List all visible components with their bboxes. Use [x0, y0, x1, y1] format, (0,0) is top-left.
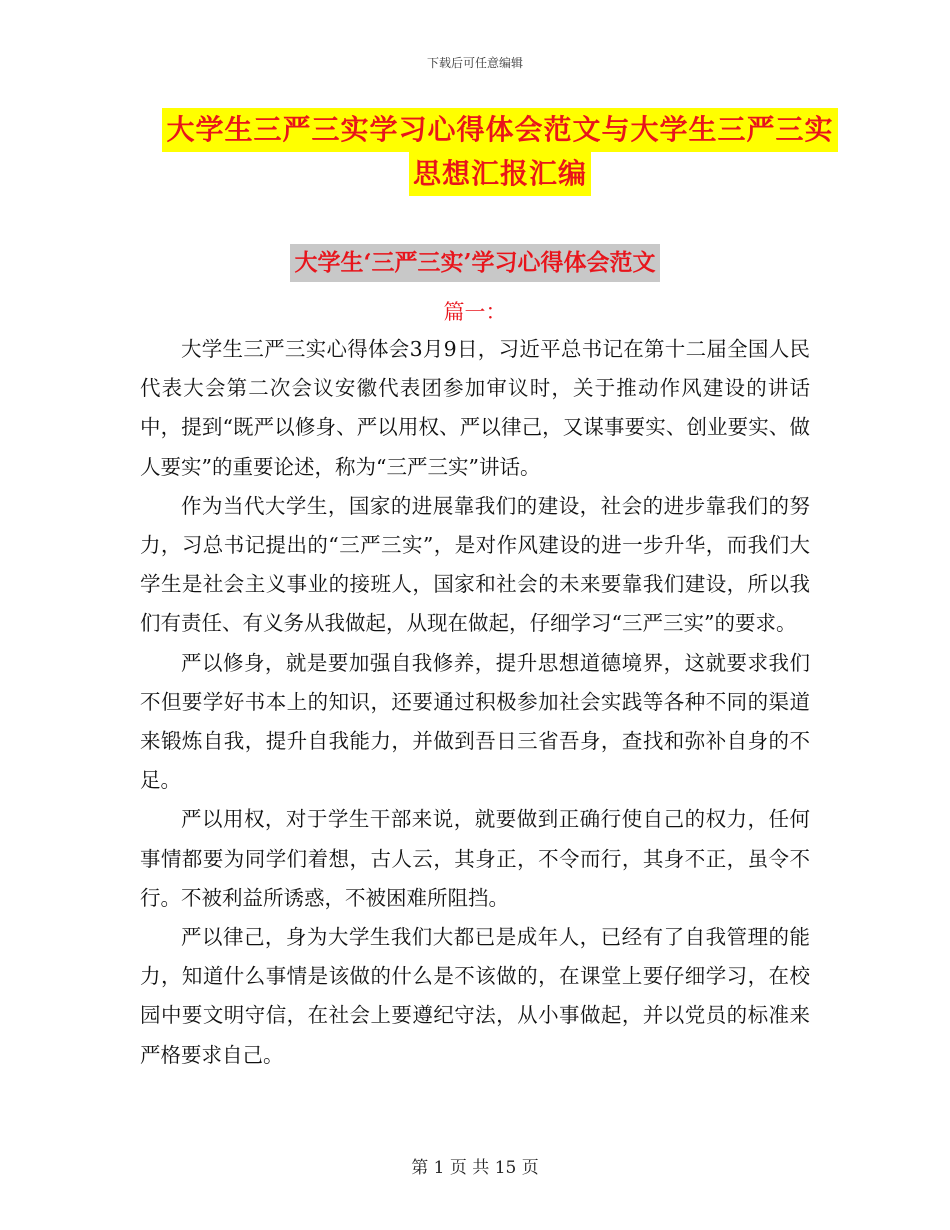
subheading: 篇一：	[443, 300, 507, 324]
paragraph: 作为当代大学生，国家的进展靠我们的建设，社会的进步靠我们的努力，习总书记提出的“三严三实”，是对作风建设的进一步升华，而我们大学生是社会主义事业的接班人，国家和社会的未来要靠我们建设，所以我们有责任、有义务从我做起，从现在做起，仔细学习“三严三实”的要求。	[140, 493, 810, 636]
paragraph: 大学生三严三实心得体会3月9日，习近平总书记在第十二届全国人民代表大会第二次会议安徽代表团参加审议时，关于推动作风建设的讲话中，提到“既严以修身、严以用权、严以律己，又谋事要实、创业要实、做人要实”的重要论述，称为“三严三实”讲话。	[140, 337, 810, 479]
section-heading	[0, 244, 950, 282]
paragraph: 严以用权，对于学生干部来说，就要做到正确行使自己的权力，任何事情都要为同学们着想，古人云，其身正，不令而行，其身不正，虽令不行。不被利益所诱惑，不被困难所阻挡。	[140, 807, 810, 910]
body-text	[140, 330, 810, 1075]
document-title	[150, 108, 850, 196]
title-line-1: 大学生三严三实学习心得体会范文与大学生三严三实	[162, 108, 837, 152]
section-heading-text: 大学生‘三严三实’学习心得体会范文	[290, 244, 659, 282]
paragraph: 严以修身，就是要加强自我修养，提升思想道德境界，这就要求我们不但要学好书本上的知识，还要通过积极参加社会实践等各种不同的渠道来锻炼自我，提升自我能力，并做到吾日三省吾身，查找和弥补自身的不足。	[140, 650, 810, 793]
title-line-2: 思想汇报汇编	[409, 152, 591, 196]
header-note: 下载后可任意编辑	[426, 56, 523, 70]
page-footer: 第 1 页 共 15 页	[411, 1158, 539, 1178]
paragraph: 严以律己，身为大学生我们大都已是成年人，已经有了自我管理的能力，知道什么事情是该做的什么是不该做的，在课堂上要仔细学习，在校园中要文明守信，在社会上要遵纪守法，从小事做起，并以党员的标准来严格要求自己。	[140, 925, 810, 1067]
